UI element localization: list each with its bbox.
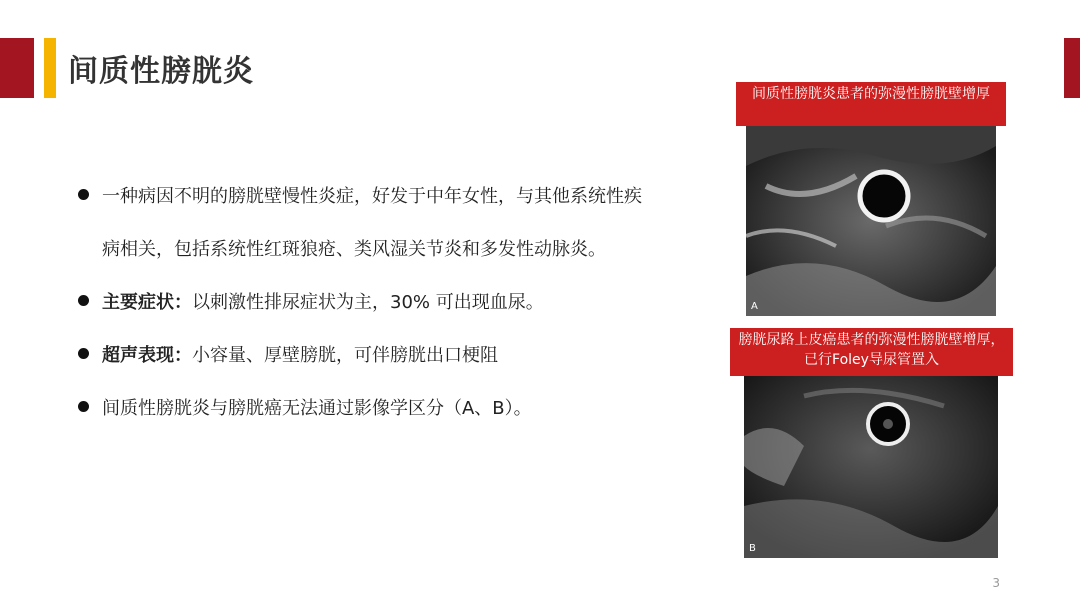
title-bar-right [1064,38,1080,98]
bullet-item [78,276,658,329]
slide-title: 间质性膀胱炎 [68,54,254,89]
title-accent-bar [44,38,56,98]
bullet-text: 以刺激性排尿症状为主，30% 可出现血尿。 [192,292,544,313]
figure-a-letter: A [751,301,758,312]
page-number: 3 [992,576,1000,590]
ultrasound-image-a [746,126,996,316]
figure-a-caption: 间质性膀胱炎患者的弥漫性膀胱壁增厚 [736,82,1006,126]
bullet-text: 一种病因不明的膀胱壁慢性炎症，好发于中年女性，与其他系统性疾病相关，包括系统性红斑狼疮、类风湿关节炎和多发性动脉炎。 [102,186,642,260]
bullet-list [78,170,658,435]
bullet-key: 主要症状： [102,292,192,313]
title-bar-left [0,38,34,98]
ultrasound-image-b [744,376,998,558]
bullet-item [78,382,658,435]
figure-b-letter: B [749,543,756,554]
bullet-text: 间质性膀胱炎与膀胱癌无法通过影像学区分（A、B）。 [102,398,532,419]
figure-b-caption: 膀胱尿路上皮癌患者的弥漫性膀胱壁增厚，已行Foley导尿管置入 [730,328,1013,376]
bullet-text: 小容量、厚壁膀胱，可伴膀胱出口梗阻 [192,345,498,366]
bullet-item [78,170,658,276]
bullet-item [78,329,658,382]
bullet-key: 超声表现： [102,345,192,366]
